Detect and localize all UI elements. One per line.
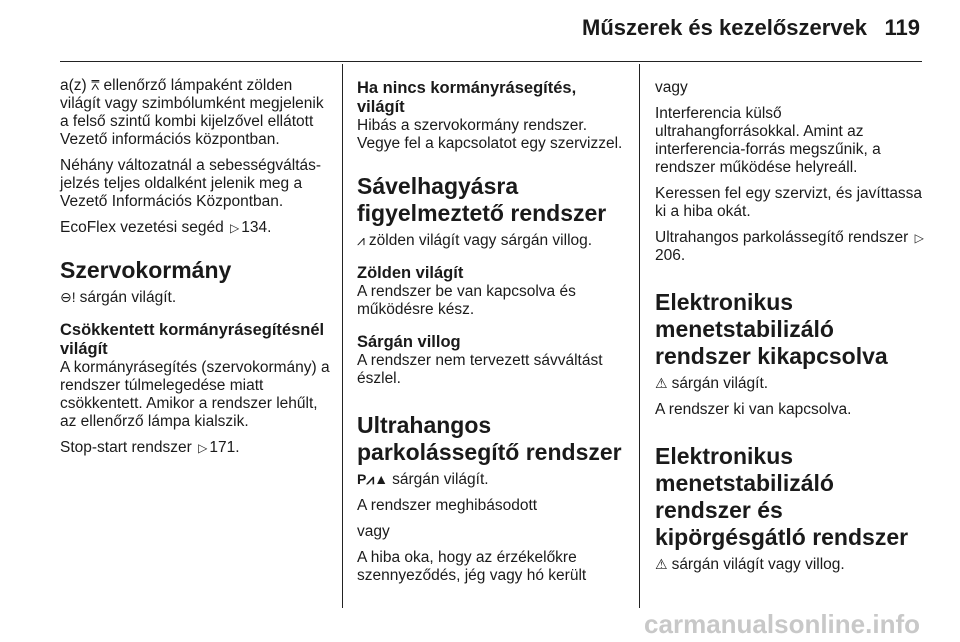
service-paragraph: Keressen fel egy szervizt, és javíttassa ki a hiba okát. <box>655 185 923 220</box>
section-heading-parking: Ultrahangos parkolássegítő rendszer <box>357 412 622 465</box>
steering-indicator-line: ⊖! sárgán világít. <box>60 289 177 306</box>
ecoflex-ref-paragraph: EcoFlex vezetési segéd ▷ 134. <box>60 219 272 236</box>
page-title: Műszerek és kezelőszervek <box>582 15 867 40</box>
lane-indicator-line: ⩘ zölden világít vagy sárgán villog. <box>357 232 593 249</box>
column-divider-1 <box>342 64 343 608</box>
stop-start-page-link[interactable]: 171. <box>209 439 240 456</box>
arrow-right-icon: ▷ <box>230 221 240 235</box>
esc-off-paragraph: A rendszer ki van kapcsolva. <box>655 401 852 418</box>
arrow-right-icon: ▷ <box>198 441 208 455</box>
subheading-no-steering: Ha nincs kormányrásegítés, világít <box>357 79 577 116</box>
stop-start-ref-paragraph: Stop-start rendszer ▷ 171. <box>60 439 240 456</box>
col3-paragraph-1: vagy <box>655 79 688 96</box>
ecoflex-page-link[interactable]: 134. <box>241 219 272 236</box>
subheading-reduced-steering: Csökkentett kormányrásegítésnél világít <box>60 321 325 358</box>
green-paragraph: A rendszer be van kapcsolva és működésre kész. <box>357 283 576 318</box>
parking-paragraph-3: A hiba oka, hogy az érzékelőkre szennyeződés, jég vagy hó került <box>357 549 587 584</box>
esc-tc-indicator-line: ⚠ sárgán világít vagy villog. <box>655 556 845 573</box>
interference-paragraph: Interferencia külső ultrahangforrásokkal. Amint az interferencia-forrás megszűnik, a rendszer működése helyreáll. <box>655 105 881 176</box>
shift-page-paragraph: Néhány változatnál a sebességváltás-jelzés teljes oldalként jelenik meg a Vezető Információs Központban. <box>60 157 322 210</box>
page-number: 119 <box>884 15 920 40</box>
steering-warning-icon: ⊖! <box>60 289 76 305</box>
parking-assist-icon: P⩘▲ <box>357 471 389 487</box>
section-heading-esc-off: Elektronikus menetstabilizáló rendszer kikapcsolva <box>655 289 888 369</box>
section-heading-esc-tc: Elektronikus menetstabilizáló rendszer és kipörgésgátló rendszer <box>655 443 909 550</box>
parking-ref-paragraph: Ultrahangos parkolássegítő rendszer ▷206. <box>655 229 924 264</box>
page-header <box>0 0 960 62</box>
lane-departure-icon: ⩘ <box>357 232 365 248</box>
reduced-steering-paragraph: A kormányrásegítés (szervokormány) a rendszer túlmelegedése miatt csökkentett. Amikor a rendszer lehűlt, az ellenőrző lámpa kialszik. <box>60 359 330 430</box>
shift-indicator-paragraph: a(z) ⩞ ellenőrző lámpaként zölden világít vagy szimbólumként megjelenik a felső szintű kombi kijelzővel ellátott Vezető információs központban. <box>60 77 324 148</box>
subheading-yellow: Sárgán villog <box>357 333 461 351</box>
shift-indicator-icon: ⩞ <box>91 77 100 93</box>
yellow-paragraph: A rendszer nem tervezett sávváltást észlel. <box>357 352 603 387</box>
parking-paragraph-1: A rendszer meghibásodott <box>357 497 538 514</box>
watermark: carmanualsonline.info <box>644 609 920 639</box>
parking-page-link[interactable]: 206. <box>655 247 686 264</box>
parking-indicator-line: P⩘▲ sárgán világít. <box>357 471 489 488</box>
column-divider-2 <box>639 64 640 608</box>
column-3 <box>655 79 927 582</box>
arrow-right-icon: ▷ <box>914 231 924 245</box>
column-1 <box>60 76 332 465</box>
parking-paragraph-2: vagy <box>357 523 390 540</box>
no-steering-paragraph: Hibás a szervokormány rendszer. Vegye fel a kapcsolatot egy szervizzel. <box>357 117 623 152</box>
esc-icon: ⚠ <box>655 556 668 572</box>
esc-off-indicator-line: ⚠ sárgán világít. <box>655 375 769 392</box>
esc-off-icon: ⚠ <box>655 375 668 391</box>
column-2 <box>357 79 627 593</box>
section-heading-steering: Szervokormány <box>60 257 232 283</box>
section-heading-lane: Sávelhagyásra figyelmeztető rendszer <box>357 173 607 226</box>
subheading-green: Zölden világít <box>357 264 464 282</box>
header-divider <box>60 61 922 62</box>
